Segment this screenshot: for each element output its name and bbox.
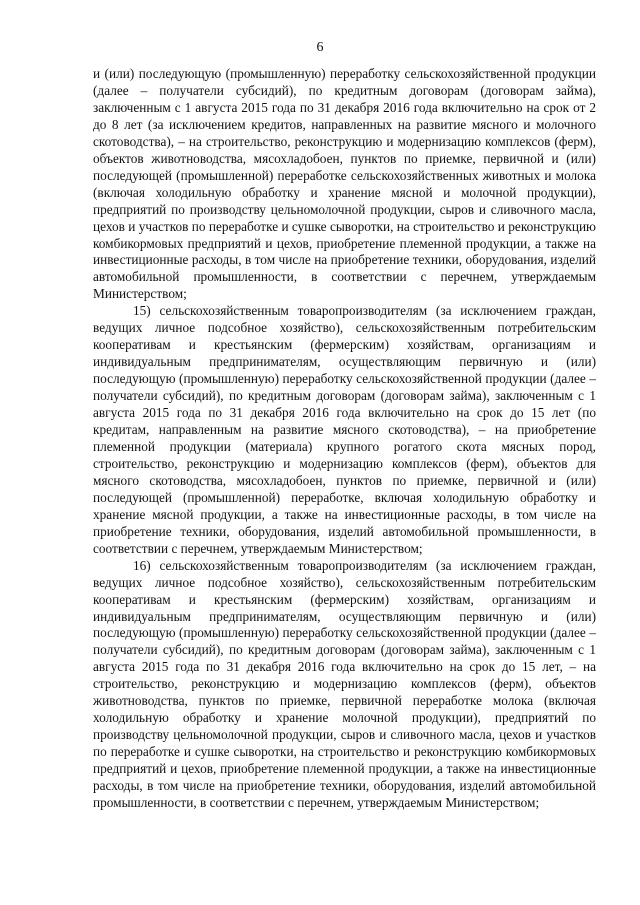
paragraph-item-16: 16) сельскохозяйственным товаропроизводителям (за исключением граждан, ведущих личное подсобное хозяйство), сельскохозяйственным потребительским кооперативам и крестьянским (фермерским) хозяйствам, организациям и индивидуальным предпринимателям, осуществляющим первичную и (или) последующую (промышленную) переработку сельскохозяйственной продукции (далее – получатели субсидий), по кредитным договорам (договорам займа), заключенным с 1 августа 2015 года по 31 декабря 2016 года включительно на срок до 15 лет, – на строительство, реконструкцию и модернизацию комплексов (ферм), объектов животноводства, пунктов по приемке, первичной переработке молока (включая холодильную обработку и хранение молочной продукции), предприятий по производству цельномолочной продукции, сыров и сливочного масла, цехов и участков по переработке и сушке сыворотки, на строительство и реконструкцию комбикормовых предприятий и цехов, приобретение племенной продукции, а также на инвестиционные расходы, в том числе на приобретение техники, оборудования, изделий автомобильной промышленности, в соответствии с перечнем, утверждаемым Министерством; xyxy=(93,557,596,810)
page-number: 6 xyxy=(316,40,324,55)
document-body xyxy=(93,66,596,812)
paragraph-continued: и (или) последующую (промышленную) переработку сельскохозяйственной продукции (далее – получатели субсидий), по кредитным договорам (договорам займа), заключенным с 1 августа 2015 года по 31 декабря 2016 года включительно на срок от 2 до 8 лет (за исключением кредитов, направленных на развитие мясного и молочного скотоводства), – на строительство, реконструкцию и модернизацию комплексов (ферм), объектов животноводства, мясохладобоен, пунктов по приемке, первичной и (или) последующей (промышленной) переработке сельскохозяйственных животных и молока (включая холодильную обработку и хранение мясной и молочной продукции), предприятий по производству цельномолочной продукции, сыров и сливочного масла, цехов и участков по переработке и сушке сыворотки, на строительство и реконструкцию комбикормовых предприятий и цехов, приобретение племенной продукции, а также на инвестиционные расходы, в том числе на приобретение техники, оборудования, изделий автомобильной промышленности, в соответствии с перечнем, утверждаемым Министерством; xyxy=(93,66,596,302)
paragraph-item-15: 15) сельскохозяйственным товаропроизводителям (за исключением граждан, ведущих личное подсобное хозяйство), сельскохозяйственным потребительским кооперативам и крестьянским (фермерским) хозяйствам, организациям и индивидуальным предпринимателям, осуществляющим первичную и (или) последующую (промышленную) переработку сельскохозяйственной продукции (далее – получатели субсидий), по кредитным договорам (договорам займа), заключенным с 1 августа 2015 года по 31 декабря 2016 года включительно на срок до 15 лет (по кредитам, направленным на развитие мясного скотоводства), – на приобретение племенной продукции (материала) крупного рогатого скота мясных пород, строительство, реконструкцию и модернизацию комплексов (ферм), объектов для мясного скотоводства, мясохладобоен, пунктов по приемке, первичной и (или) последующей (промышленной) переработке, включая холодильную обработку и хранение мясной продукции, а также на инвестиционные расходы, в том числе на приобретение техники, оборудования, изделий автомобильной промышленности, в соответствии с перечнем, утверждаемым Министерством; xyxy=(93,303,596,556)
